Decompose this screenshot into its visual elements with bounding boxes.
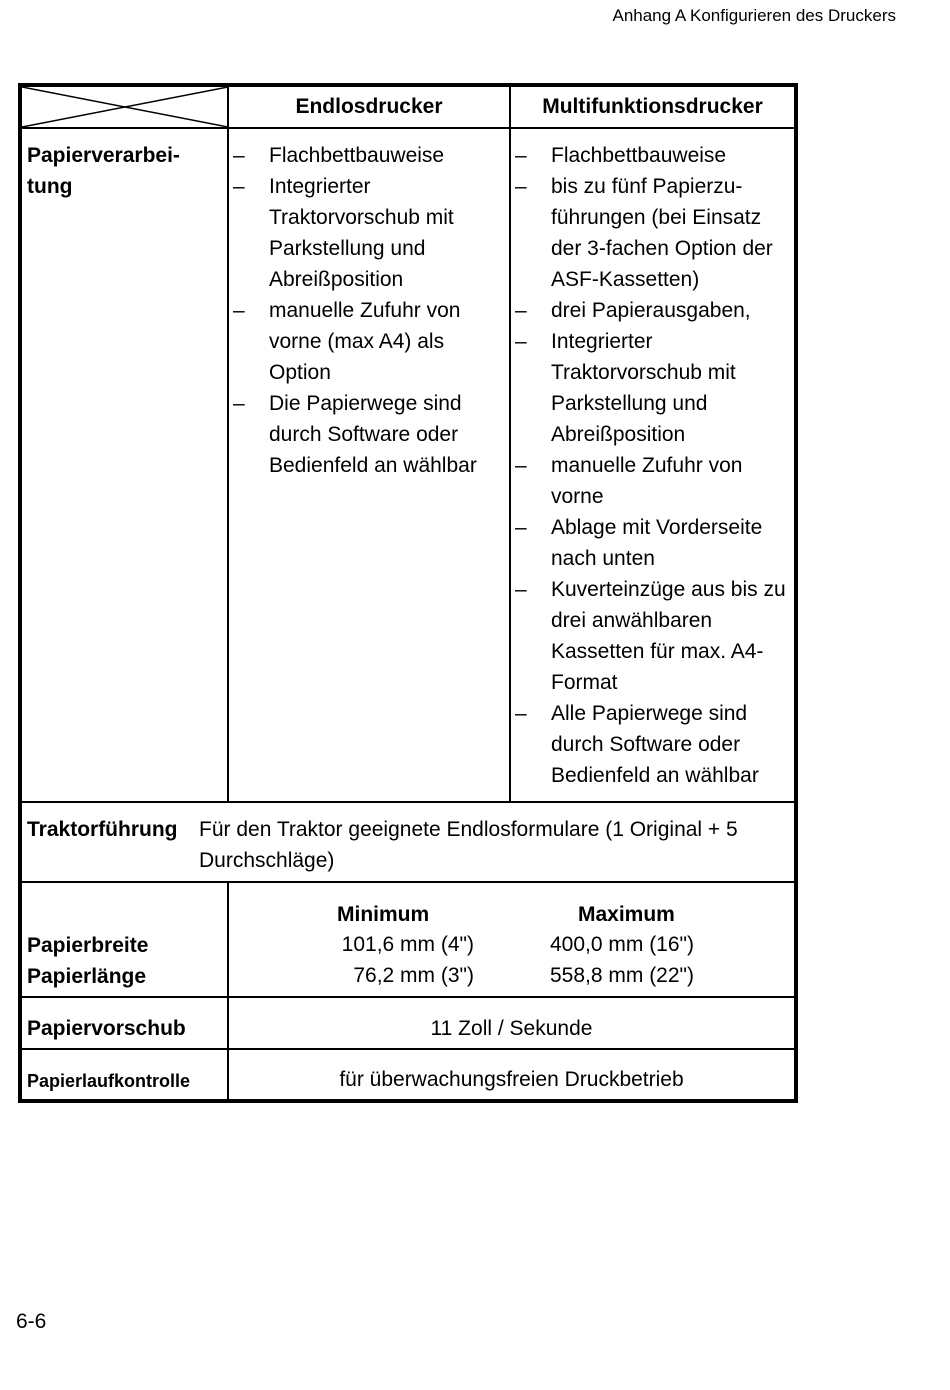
list-item: – Integrierter Traktorvorschub mit Parkstellung und Abreißposition (511, 326, 791, 450)
col-label-maximum: Maximum (578, 903, 675, 926)
row-divider (22, 127, 794, 129)
list-item: – manuelle Zufuhr von vorne (511, 450, 791, 512)
list-item: – Flachbettbauweise (229, 140, 504, 171)
row-label-papierlaenge: Papierlänge (27, 965, 147, 988)
page-number: 6-6 (16, 1310, 47, 1333)
papierbreite-min: 101,6 mm (4") (341, 933, 474, 956)
list-item: – bis zu fünf Papierzu-führungen (bei Einsatz der 3-fachen Option der ASF-Kassetten) (511, 171, 791, 295)
empty-header-cell-cross (22, 87, 228, 127)
row-label-line: tung (27, 175, 73, 198)
page-header: Anhang A Konfigurieren des Druckers (612, 6, 896, 25)
list-item: – drei Papierausgaben, (511, 295, 791, 326)
row-divider (22, 801, 794, 803)
row-divider (22, 881, 794, 883)
endlos-feature-list (229, 140, 504, 481)
list-item: – Ablage mit Vorderseite nach unten (511, 512, 791, 574)
list-item: – Kuverteinzüge aus bis zu drei anwählbaren Kassetten für max. A4-Format (511, 574, 791, 698)
spec-table (18, 83, 798, 1103)
row-label-line: Papierverarbei- (27, 144, 180, 167)
row-label-papierbreite: Papierbreite (27, 934, 149, 957)
row-divider (22, 1048, 794, 1050)
multi-feature-list (511, 140, 791, 791)
papiervorschub-value: 11 Zoll / Sekunde (430, 1017, 593, 1040)
col-label-minimum: Minimum (337, 903, 430, 926)
row-divider (22, 996, 794, 998)
list-item: – Die Papierwege sind durch Software oder Bedienfeld an wählbar (229, 388, 504, 481)
list-item: – Integrierter Traktorvorschub mit Parkstellung und Abreißposition (229, 171, 504, 295)
traktor-description: Für den Traktor geeignete Endlosformulare (1 Original + 5 Durchschläge) (199, 818, 738, 872)
list-item: – Flachbettbauweise (511, 140, 791, 171)
papierlaenge-max: 558,8 mm (22") (549, 964, 694, 987)
papierlaenge-min: 76,2 mm (3") (353, 964, 474, 987)
papierlaufkontrolle-value: für überwachungsfreien Druckbetrieb (339, 1068, 684, 1091)
row-label-traktorfuehrung: Traktorführung (27, 818, 178, 841)
list-item: – manuelle Zufuhr von vorne (max A4) als Option (229, 295, 504, 388)
row-label-papierverarbeitung (27, 140, 222, 202)
papierbreite-max: 400,0 mm (16") (549, 933, 694, 956)
list-item: – Alle Papierwege sind durch Software oder Bedienfeld an wählbar (511, 698, 791, 791)
row-label-papiervorschub: Papiervorschub (27, 1017, 186, 1040)
row-label-papierlaufkontrolle: Papierlaufkontrolle (27, 1071, 191, 1091)
col-header-multi: Multifunktionsdrucker (542, 95, 763, 118)
col-header-endlos: Endlosdrucker (295, 95, 443, 118)
